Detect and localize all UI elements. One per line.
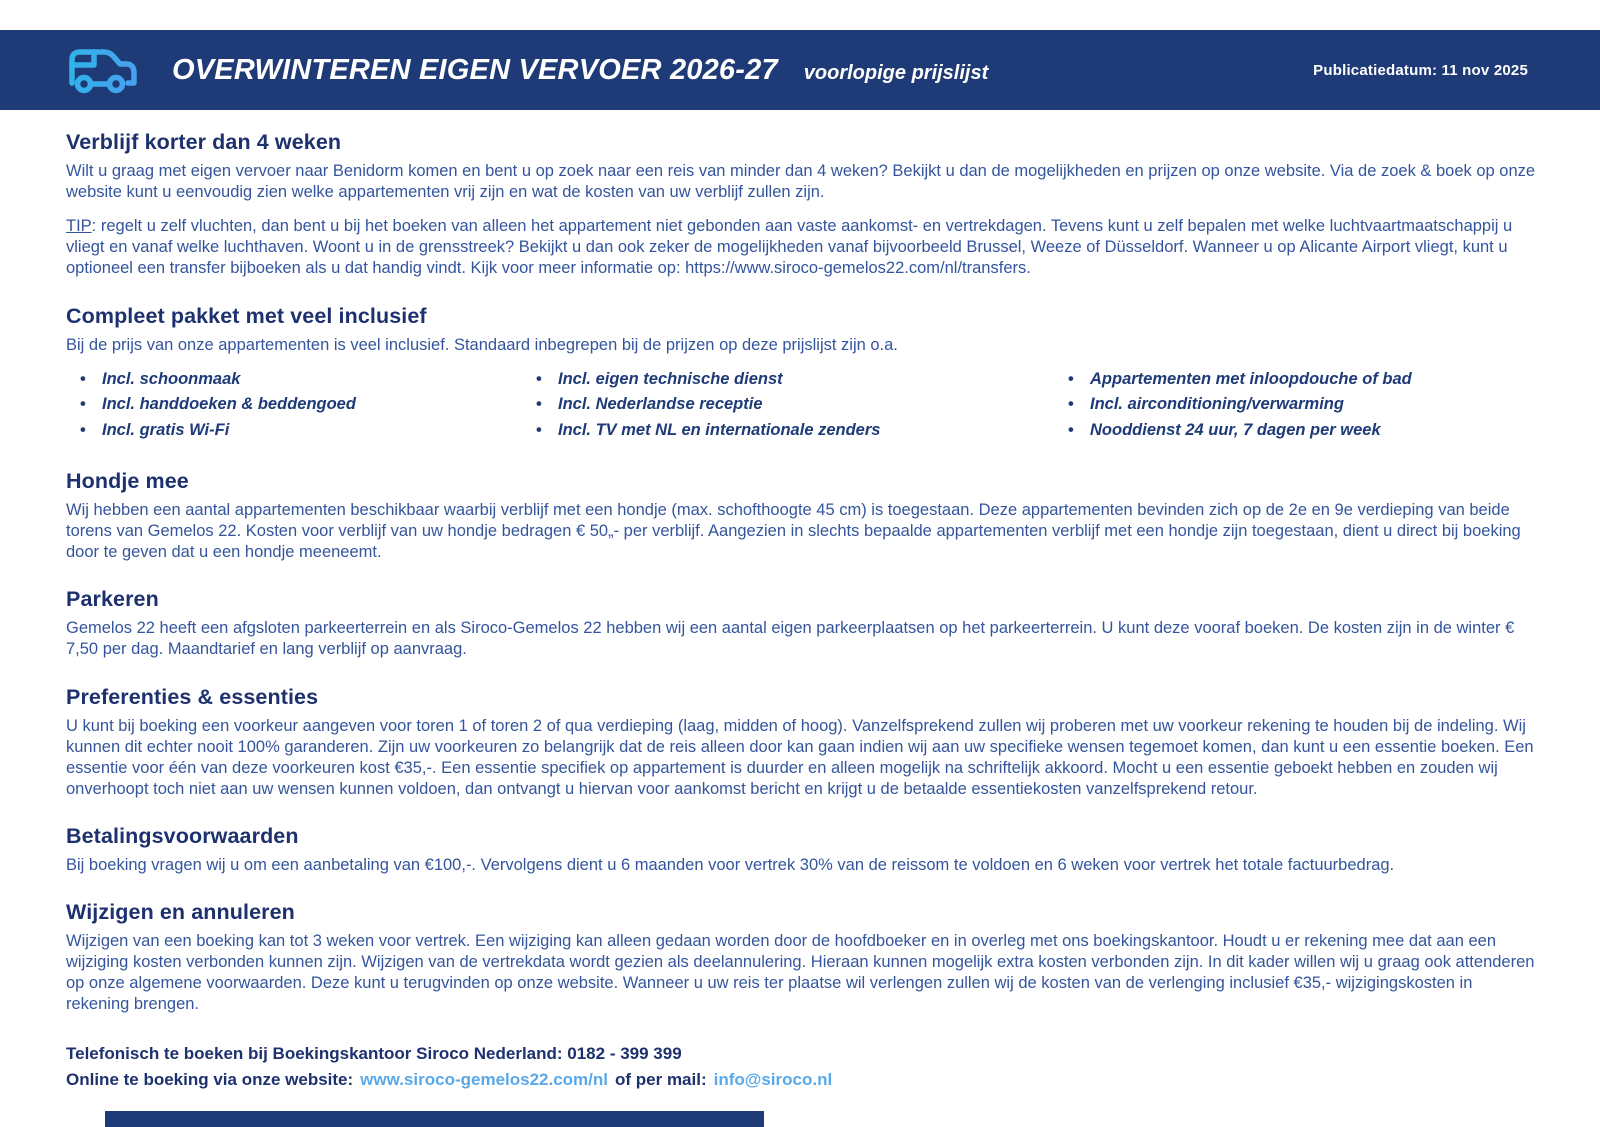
inclusief-column-2: [522, 369, 1054, 445]
list-item-label: Incl. schoonmaak: [102, 369, 241, 388]
section-heading: Compleet pakket met veel inclusief: [66, 303, 427, 328]
list-item-label: Incl. Nederlandse receptie: [558, 395, 763, 414]
section-preferenties-essenties: [66, 685, 1538, 800]
section-betalingsvoorwaarden: [66, 824, 1538, 876]
inclusief-column-3: [1054, 369, 1538, 445]
section-heading: Wijzigen en annuleren: [66, 900, 295, 925]
list-item-label: Incl. gratis Wi-Fi: [102, 420, 230, 439]
section-paragraph: Wij hebben een aantal appartementen beschikbaar waarbij verblijf met een hondje (max. schofthoogte 45 cm) is toegestaan. Deze appartementen bevinden zich op de 2e en 9e verdieping van beide torens van Gemelos 22. Kosten voor verblijf van uw hondje bedragen € 50„- per verblijf. Aangezien in slechts bepaalde appartementen verblijf met een hondje zijn toegestaan, dient u direct bij boeking door te geven dat u een hondje meeneemt.: [66, 501, 1521, 562]
section-paragraph: Bij boeking vragen wij u om een aanbetaling van €100,-. Vervolgens dient u 6 maanden voor vertrek 30% van de reissom te voldoen en 6 weken voor vertrek het totale factuurbedrag.: [66, 856, 1395, 874]
list-item: [66, 369, 522, 389]
document-content: [0, 110, 1600, 1096]
section-paragraph: U kunt bij boeking een voorkeur aangeven voor toren 1 of toren 2 of qua verdieping (laag, midden of hoog). Vanzelfsprekend zullen wij proberen met uw voorkeur rekening te houden bij de indeling. Wij kunnen dit echter nooit 100% garanderen. Zijn uw voorkeuren zo belangrijk dat de reis alleen door kan gaan indien wij aan uw specifieke wensen tegemoet komen, dan kunt u een essentie boeken. Een essentie voor één van deze voorkeuren kost €35,-. Een essentie specifiek op appartement is duurder en alleen mogelijk na schriftelijk akkoord. Mocht u een essentie geboekt hebben en zouden wij onverhoopt toch niet aan uw wensen kunnen voldoen, dan ontvangt u hiervan voor aankomst bericht en krijgt u de betaalde essentiekosten vanzelfsprekend retour.: [66, 716, 1534, 798]
email-link[interactable]: info@siroco.nl: [713, 1069, 833, 1089]
tip-label: TIP: [66, 217, 92, 236]
list-item: [66, 394, 522, 414]
bullet-icon: •: [536, 369, 542, 388]
bullet-icon: •: [1068, 395, 1074, 414]
header-titles: [142, 54, 988, 87]
list-item: [66, 420, 522, 440]
section-parkeren: [66, 587, 1538, 660]
list-item-label: Incl. eigen technische dienst: [558, 369, 783, 388]
list-item-label: Incl. handdoeken & beddengoed: [102, 395, 356, 414]
car-icon: [64, 43, 142, 97]
section-paragraph: Bij de prijs van onze appartementen is veel inclusief. Standaard inbegrepen bij de prijzen op deze prijslijst zijn o.a.: [66, 335, 898, 354]
page-subtitle: voorlopige prijslijst: [803, 61, 989, 84]
section-verblijf-korter: [66, 130, 1538, 280]
list-item: [1054, 420, 1538, 440]
inclusief-column-1: [66, 369, 522, 445]
tip-text: : regelt u zelf vluchten, dan bent u bij het boeken van alleen het appartement niet gebonden aan vaste aankomst- en vertrekdagen. Tevens kunt u zelf bepalen met welke luchtvaartmaatschappij u vliegt en vanaf welke luchthaven. Woont u in de grensstreek? Bekijkt u dan ook zeker de mogelijkheden vanaf bijvoorbeeld Brussel, Weeze of Düsseldorf. Wanneer u op Alicante Airport vliegt, kunt u optioneel een transfer bijboeken als u dat handig vindt. Kijk voor meer informatie op: https://www.siroco-gemelos22.com/nl/transfers.: [66, 217, 1513, 278]
list-item-label: Appartementen met inloopdouche of bad: [1090, 369, 1412, 388]
section-paragraph: Wijzigen van een boeking kan tot 3 weken voor vertrek. Een wijziging kan alleen gedaan worden door de hoofdboeker en in overleg met ons boekingskantoor. Houdt u er rekening mee dat aan een wijziging kosten verbonden kunnen zijn. Wijzigen van de vertrekdata wordt gezien als deelannulering. Hieraan kunnen mogelijk extra kosten verbonden zijn. In dit kader willen wij u graag ook attenderen op onze algemene voorwaarden. Deze kunt u terugvinden op onze website. Wanneer u uw reis ter plaatse wil verlengen zullen wij de kosten van de verlenging inclusief €35,- wijzigingskosten in rekening brengen.: [66, 932, 1535, 1014]
list-item-label: Incl. TV met NL en internationale zenders: [558, 420, 881, 439]
bullet-icon: •: [536, 395, 542, 414]
page-title: OVERWINTEREN EIGEN VERVOER 2026-27: [172, 53, 778, 86]
header-bar: [0, 30, 1600, 110]
list-item-label: Incl. airconditioning/verwarming: [1090, 395, 1344, 414]
online-booking-line: [66, 1070, 1538, 1090]
contact-block: [66, 1044, 1538, 1090]
section-compleet-pakket: [66, 304, 1538, 445]
bullet-icon: •: [1068, 420, 1074, 439]
mail-prefix: of per mail:: [615, 1069, 707, 1089]
section-heading: Verblijf korter dan 4 weken: [66, 130, 342, 154]
list-item-label: Nooddienst 24 uur, 7 dagen per week: [1090, 420, 1381, 439]
bullet-icon: •: [80, 420, 86, 439]
bullet-icon: •: [1068, 369, 1074, 388]
section-paragraph: Wilt u graag met eigen vervoer naar Benidorm komen en bent u op zoek naar een reis van minder dan 4 weken? Bekijkt u dan de mogelijkheden en prijzen op onze website. Via de zoek & boek op onze website kunt u eenvoudig zien welke appartementen vrij zijn en wat de kosten van uw verblijf zullen zijn.: [66, 162, 1536, 202]
section-hondje-mee: [66, 469, 1538, 563]
section-wijzigen-annuleren: [66, 900, 1538, 1015]
website-link[interactable]: www.siroco-gemelos22.com/nl: [360, 1069, 608, 1089]
bullet-icon: •: [80, 395, 86, 414]
list-item: [1054, 369, 1538, 389]
online-prefix: Online te boeking via onze website:: [66, 1069, 354, 1089]
tip-paragraph: [66, 216, 1538, 279]
list-item: [1054, 394, 1538, 414]
bullet-icon: •: [536, 420, 542, 439]
section-heading: Hondje mee: [66, 469, 189, 494]
inclusief-columns: [66, 369, 1538, 445]
list-item: [522, 369, 1054, 389]
bullet-icon: •: [80, 369, 86, 388]
section-heading: Preferenties & essenties: [66, 684, 319, 709]
phone-booking-line: Telefonisch te boeken bij Boekingskantoor Siroco Nederland: 0182 - 399 399: [66, 1043, 682, 1063]
footer-bar: [105, 1111, 764, 1127]
publication-date: Publicatiedatum: 11 nov 2025: [1313, 61, 1528, 79]
section-paragraph: Gemelos 22 heeft een afgsloten parkeerterrein en als Siroco-Gemelos 22 hebben wij een aantal eigen parkeerplaatsen op het parkeerterrein. U kunt deze vooraf boeken. De kosten zijn in de winter € 7,50 per dag. Maandtarief en lang verblijf op aanvraag.: [66, 619, 1515, 659]
list-item: [522, 394, 1054, 414]
section-heading: Parkeren: [66, 587, 159, 612]
section-heading: Betalingsvoorwaarden: [66, 824, 299, 848]
list-item: [522, 420, 1054, 440]
